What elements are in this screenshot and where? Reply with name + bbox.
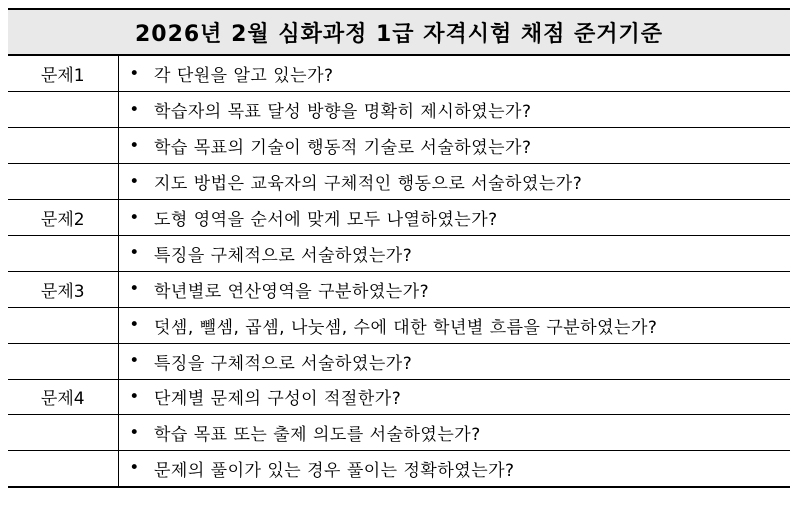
question-label: [8, 451, 118, 487]
bullet-icon: •: [118, 451, 150, 487]
bullet-icon: •: [118, 379, 150, 415]
bullet-icon: •: [118, 92, 150, 128]
table-row: [8, 451, 790, 487]
bullet-icon: •: [118, 343, 150, 379]
bullet-icon: •: [118, 271, 150, 307]
table-row: [8, 164, 790, 200]
question-label: 문제3: [8, 271, 118, 307]
bullet-icon: •: [118, 200, 150, 236]
page-title: 2026년 2월 심화과정 1급 자격시험 채점 준거기준: [8, 8, 790, 56]
criterion-text: 특징을 구체적으로 서술하였는가?: [150, 235, 790, 271]
criterion-text: 특징을 구체적으로 서술하였는가?: [150, 343, 790, 379]
bullet-icon: •: [118, 415, 150, 451]
bullet-icon: •: [118, 128, 150, 164]
table-row: [8, 307, 790, 343]
question-label: [8, 415, 118, 451]
question-label: [8, 343, 118, 379]
question-label: 문제4: [8, 379, 118, 415]
table-row: [8, 200, 790, 236]
criterion-text: 각 단원을 알고 있는가?: [150, 56, 790, 92]
bullet-icon: •: [118, 235, 150, 271]
bullet-icon: •: [118, 56, 150, 92]
question-label: 문제1: [8, 56, 118, 92]
table-row: [8, 379, 790, 415]
criterion-text: 학년별로 연산영역을 구분하였는가?: [150, 271, 790, 307]
question-label: 문제2: [8, 200, 118, 236]
bullet-icon: •: [118, 307, 150, 343]
criterion-text: 지도 방법은 교육자의 구체적인 행동으로 서술하였는가?: [150, 164, 790, 200]
criterion-text: 단계별 문제의 구성이 적절한가?: [150, 379, 790, 415]
table-row: [8, 56, 790, 92]
question-label: [8, 92, 118, 128]
criterion-text: 도형 영역을 순서에 맞게 모두 나열하였는가?: [150, 200, 790, 236]
criteria-table: [8, 56, 790, 488]
question-label: [8, 128, 118, 164]
criterion-text: 학습 목표의 기술이 행동적 기술로 서술하였는가?: [150, 128, 790, 164]
table-row: [8, 271, 790, 307]
bullet-icon: •: [118, 164, 150, 200]
question-label: [8, 307, 118, 343]
question-label: [8, 235, 118, 271]
criterion-text: 문제의 풀이가 있는 경우 풀이는 정확하였는가?: [150, 451, 790, 487]
scoring-criteria-sheet: [8, 8, 790, 488]
table-row: [8, 343, 790, 379]
criterion-text: 학습자의 목표 달성 방향을 명확히 제시하였는가?: [150, 92, 790, 128]
table-row: [8, 235, 790, 271]
criterion-text: 학습 목표 또는 출제 의도를 서술하였는가?: [150, 415, 790, 451]
table-row: [8, 128, 790, 164]
table-row: [8, 92, 790, 128]
table-row: [8, 415, 790, 451]
criterion-text: 덧셈, 뺄셈, 곱셈, 나눗셈, 수에 대한 학년별 흐름을 구분하였는가?: [150, 307, 790, 343]
question-label: [8, 164, 118, 200]
